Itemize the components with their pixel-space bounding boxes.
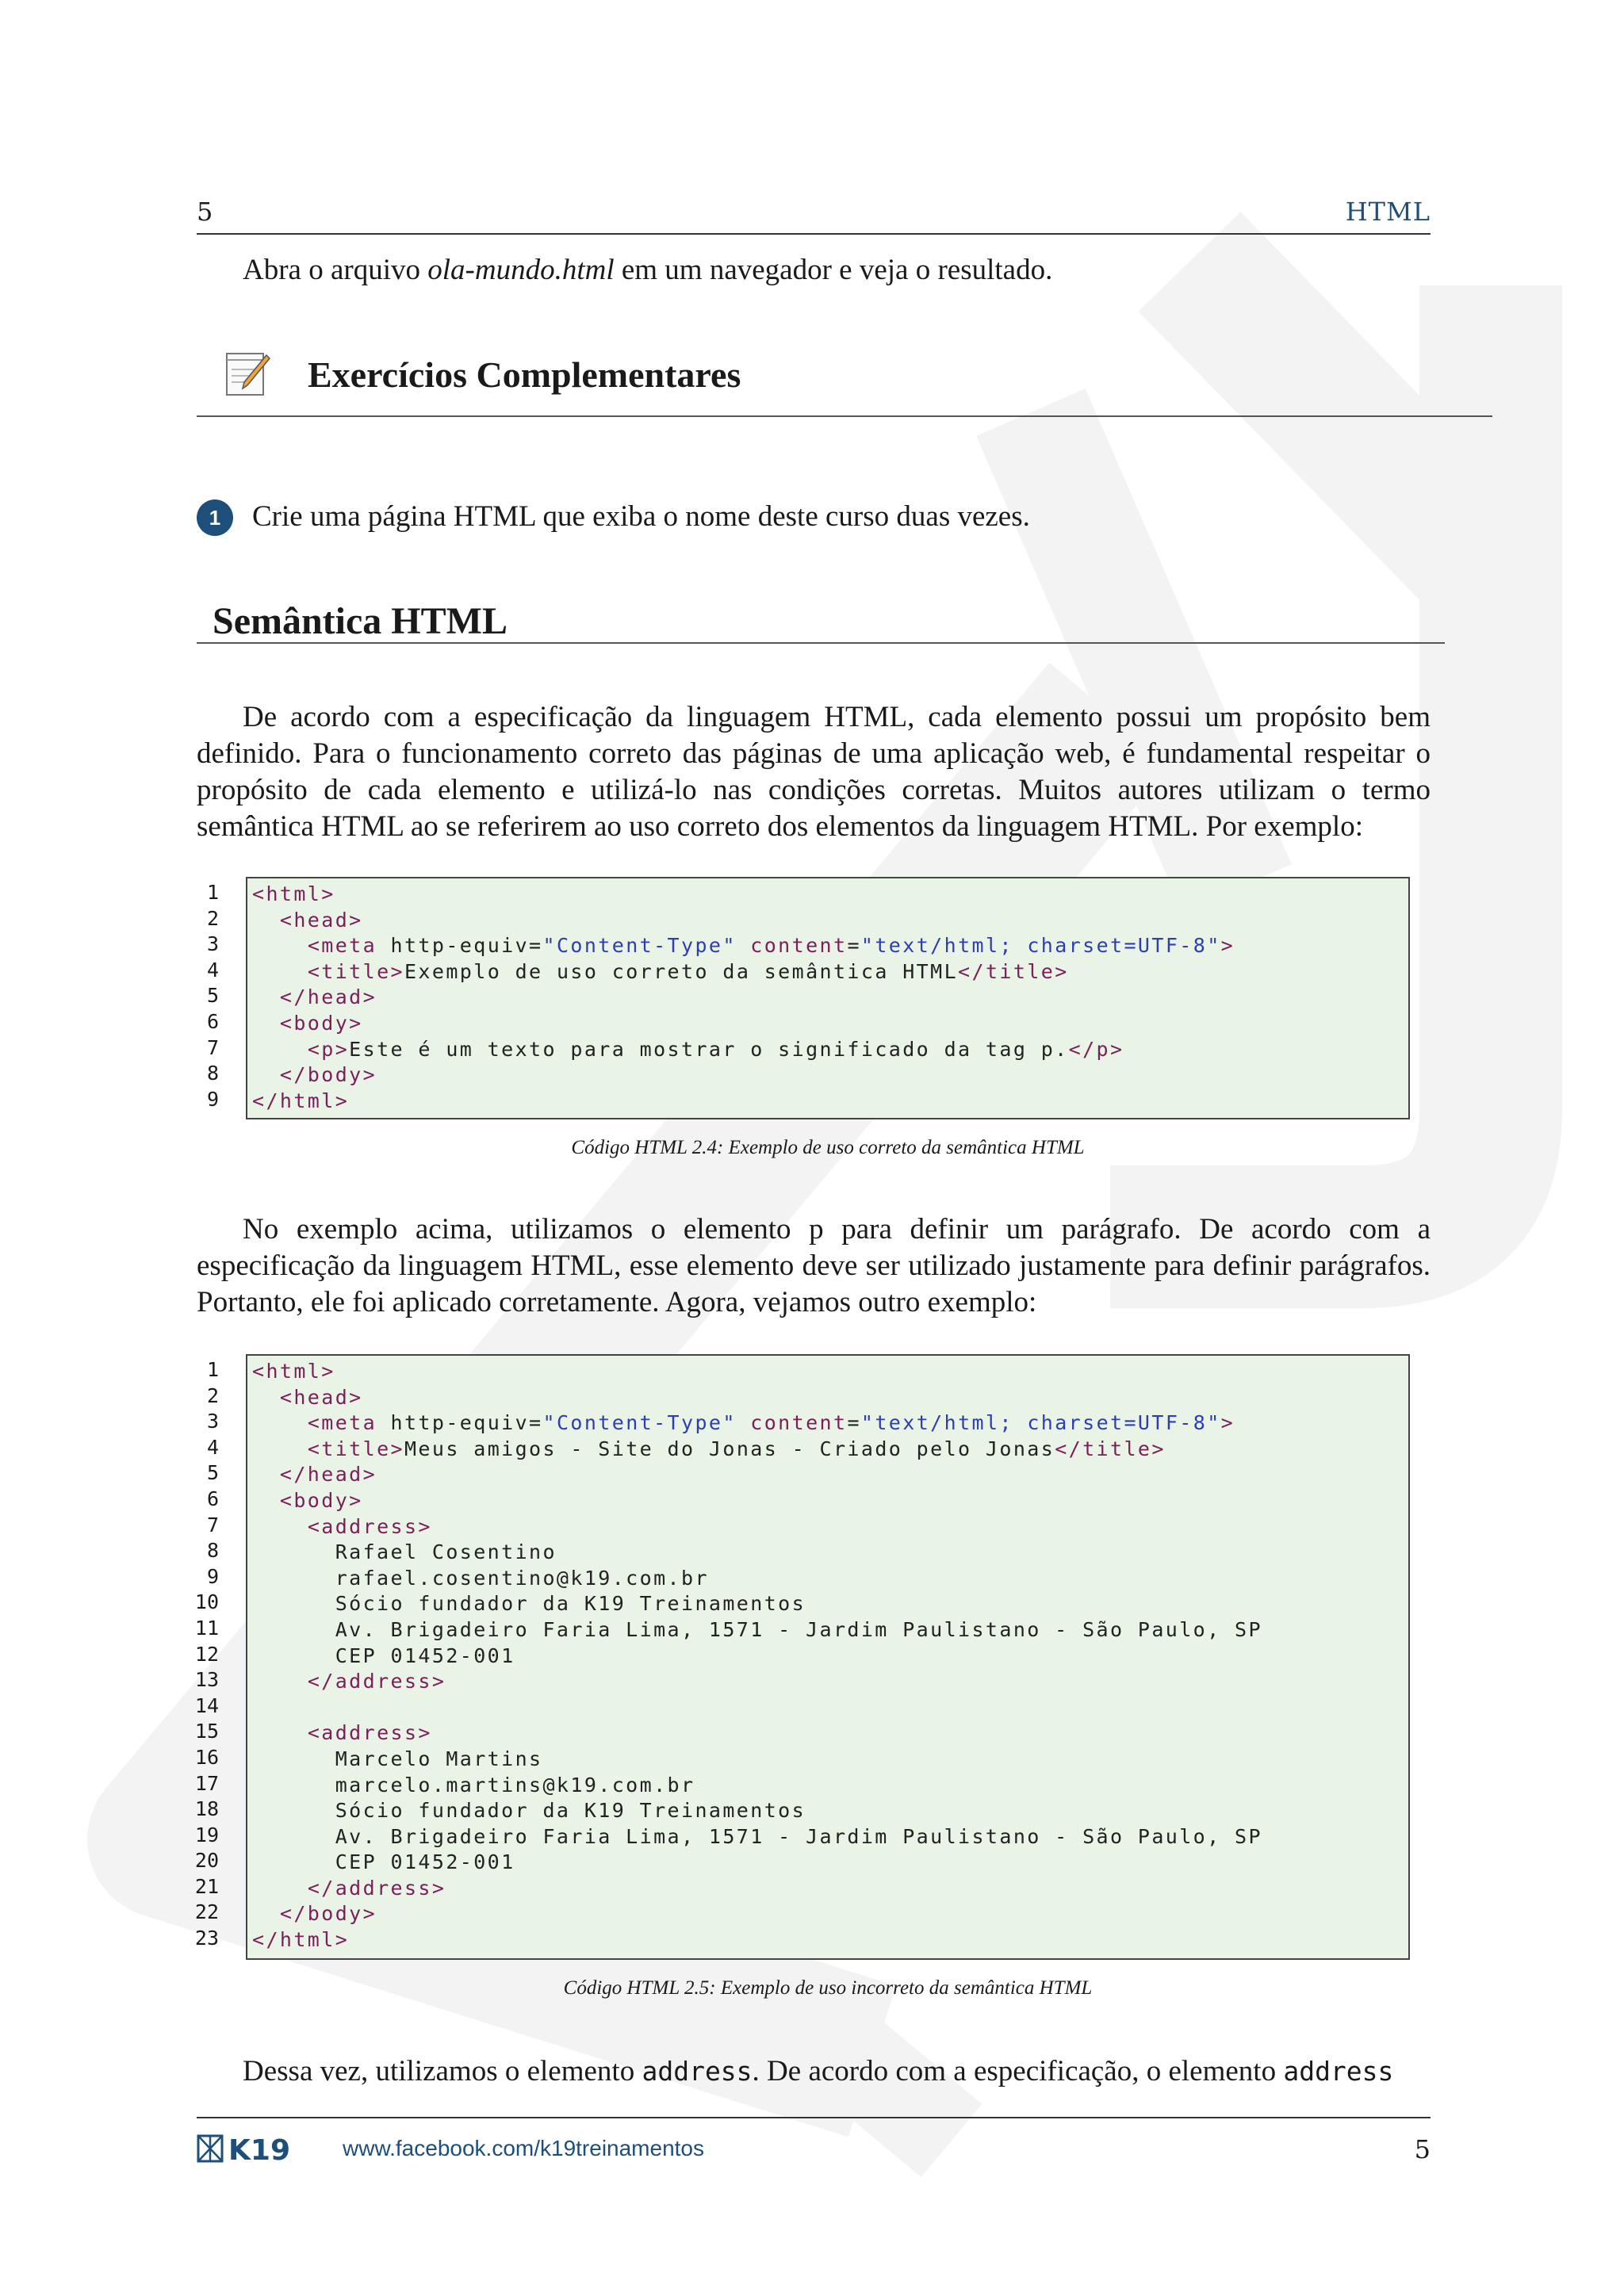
code-line: Rafael Cosentino: [252, 1540, 557, 1564]
code-line: <address>: [307, 1721, 432, 1745]
code-line: </html>: [252, 1928, 350, 1952]
code-line: Marcelo Martins: [252, 1747, 543, 1770]
code-line: <title>Meus amigos - Site do Jonas - Criado pelo Jonas</title>: [307, 1437, 1166, 1460]
footer-url-link[interactable]: www.facebook.com/k19treinamentos: [343, 2136, 704, 2160]
code-line-number: 1: [206, 1358, 219, 1381]
code-line: <body>: [279, 1488, 363, 1512]
code-line: </html>: [252, 1089, 350, 1112]
code-line-number: 6: [206, 1487, 219, 1510]
code2-caption: Código HTML 2.5: Exemplo de uso incorreto da semântica HTML: [563, 1977, 1093, 1999]
code-line-number: 5: [206, 1461, 219, 1485]
code-line-number: 14: [194, 1693, 219, 1717]
code-line: <address>: [307, 1514, 432, 1538]
code-line: <p>Este é um texto para mostrar o significado da tag p.</p>: [307, 1037, 1124, 1061]
code-line-number: 9: [206, 1564, 219, 1588]
code-line-number: 20: [194, 1849, 219, 1873]
code-line: Sócio fundador da K19 Treinamentos: [252, 1592, 806, 1616]
code-line: Av. Brigadeiro Faria Lima, 1571 - Jardim Paulistano - São Paulo, SP: [252, 1617, 1262, 1641]
footer-rule: [197, 2117, 1431, 2118]
code-line: <meta http-equiv="Content-Type" content="text/html; charset=UTF-8">: [307, 1411, 1235, 1435]
header-page-number: 5: [197, 197, 213, 227]
code-line: <meta http-equiv="Content-Type" content="text/html; charset=UTF-8">: [307, 934, 1235, 958]
code-line-number: 22: [194, 1900, 219, 1924]
code-line: </body>: [279, 1063, 377, 1087]
code-line: </address>: [307, 1670, 446, 1693]
code-line-number: 18: [194, 1797, 219, 1821]
code1-caption: Código HTML 2.4: Exemplo de uso correto da semântica HTML: [571, 1137, 1085, 1158]
paragraph-2: No exemplo acima, utilizamos o elemento p para definir um parágrafo. De acordo com a especificação da linguagem HTML, esse elemento deve ser utilizado justamente para definir parágrafos. Portanto, ele foi aplicado corretamente. Agora, vejamos outro exemplo:: [197, 1213, 1431, 1318]
code1-block: [246, 877, 1410, 1119]
code2-block: [246, 1354, 1410, 1960]
exercise-number-badge: 1: [197, 499, 233, 536]
code-line-number: 7: [206, 1513, 219, 1536]
code-line-number: 2: [206, 1383, 219, 1407]
code1-line-numbers: [187, 880, 219, 1112]
code-line-number: 15: [194, 1720, 219, 1743]
header-rule: [197, 233, 1431, 235]
code-line-number: 23: [194, 1927, 219, 1950]
code-line-number: 8: [206, 1539, 219, 1563]
code-line-number: 11: [194, 1616, 219, 1640]
exercise-text: Crie uma página HTML que exiba o nome deste curso duas vezes.: [252, 500, 1030, 533]
code-line: </head>: [279, 1463, 377, 1487]
header-chapter-title: HTML: [1345, 197, 1431, 227]
code-line-number: 6: [206, 1009, 219, 1033]
code-line: <title>Exemplo de uso correto da semântica HTML</title>: [307, 959, 1069, 983]
code-line: Av. Brigadeiro Faria Lima, 1571 - Jardim Paulistano - São Paulo, SP: [252, 1824, 1262, 1848]
code-line-number: 1: [206, 881, 219, 904]
code-line-number: 3: [206, 932, 219, 956]
code-line: CEP 01452-001: [252, 1850, 515, 1874]
k19-logo: [197, 2133, 324, 2164]
code-line-number: 19: [194, 1823, 219, 1846]
code-line-number: 2: [206, 906, 219, 930]
intro-paragraph: Abra o arquivo ola-mundo.html em um navegador e veja o resultado.: [243, 254, 1053, 286]
code-line: </body>: [279, 1902, 377, 1926]
code-line-number: 21: [194, 1874, 219, 1898]
code-line: </address>: [307, 1876, 446, 1900]
footer-page-number: 5: [1414, 2134, 1431, 2164]
code-line: Sócio fundador da K19 Treinamentos: [252, 1799, 806, 1823]
intro-filename: ola-mundo.html: [427, 254, 615, 286]
code-line: <html>: [252, 882, 335, 905]
code-line: rafael.cosentino@k19.com.br: [252, 1566, 709, 1590]
code-line: <html>: [252, 1360, 335, 1383]
code-line-number: 7: [206, 1035, 219, 1059]
code-line-number: 4: [206, 1435, 219, 1459]
code-line: <body>: [279, 1011, 363, 1035]
notepad-pencil-icon: [224, 349, 273, 398]
code-line-number: 8: [206, 1062, 219, 1085]
code-line: CEP 01452-001: [252, 1644, 515, 1667]
code2-line-numbers: [187, 1357, 219, 1952]
code-line-number: 9: [206, 1087, 219, 1111]
paragraph-1: De acordo com a especificação da linguagem HTML, cada elemento possui um propósito bem definido. Para o funcionamento correto das páginas de uma aplicação web, é fundamental respeitar o propósito de cada elemento e utilizá-lo nas condições corretas. Muitos autores utilizam o termo semântica HTML ao se referirem ao uso correto dos elementos da linguagem HTML. Por exemplo:: [197, 701, 1431, 843]
code-line: <head>: [279, 1385, 363, 1409]
code-line: marcelo.martins@k19.com.br: [252, 1773, 695, 1797]
code-line-number: 17: [194, 1771, 219, 1795]
code-line-number: 3: [206, 1410, 219, 1433]
code-line: <head>: [279, 908, 363, 932]
section-title: Semântica HTML: [213, 600, 508, 642]
code-line-number: 10: [194, 1590, 219, 1614]
code-line-number: 5: [206, 984, 219, 1008]
code-line-number: 16: [194, 1745, 219, 1769]
code-line-number: 13: [194, 1668, 219, 1692]
code-line: [252, 1695, 1404, 1721]
code-line-number: 4: [206, 958, 219, 982]
paragraph-3: Dessa vez, utilizamos o elemento address. De acordo com a especificação, o elemento address: [243, 2055, 1394, 2087]
exercises-title: Exercícios Complementares: [308, 354, 741, 395]
svg-text:K19: K19: [228, 2134, 290, 2164]
code-line-number: 12: [194, 1642, 219, 1666]
section-rule: [197, 642, 1445, 644]
exercises-rule: [197, 415, 1492, 417]
code-line: </head>: [279, 985, 377, 1009]
